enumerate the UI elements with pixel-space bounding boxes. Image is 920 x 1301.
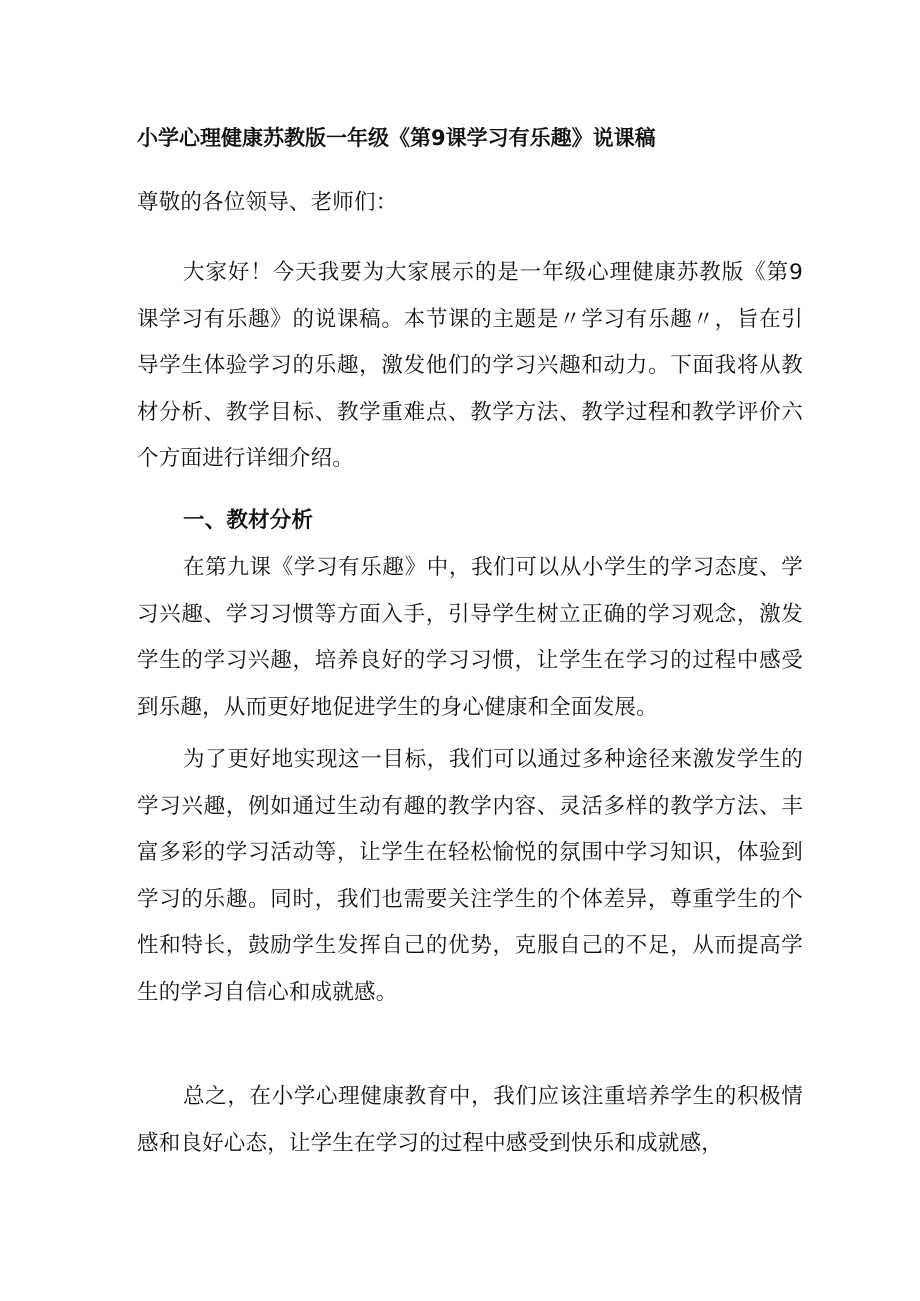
section-heading: 一、教材分析 [183, 508, 314, 533]
analysis-paragraph: 在第九课《学习有乐趣》中，我们可以从小学生的学习态度、学习兴趣、学习习惯等方面入手，引导学生树立正确的学习观念，激发学生的学习兴趣，培养良好的学习习惯，让学生在学习的过程中感受到乐趣，从而更好地促进学生的身心健康和全面发展。 [137, 555, 803, 720]
summary-paragraph: 总之，在小学心理健康教育中，我们应该注重培养学生的积极情感和良好心态，让学生在学习的过程中感受到快乐和成就感， [137, 1084, 803, 1156]
document-title: 小学心理健康苏教版一年级《第9课学习有乐趣》说课稿 [137, 126, 656, 150]
salutation: 尊敬的各位领导、老师们： [137, 190, 398, 215]
intro-paragraph: 大家好！今天我要为大家展示的是一年级心理健康苏教版《第9课学习有乐趣》的说课稿。本节课的主题是〃学习有乐趣〃，旨在引导学生体验学习的乐趣，激发他们的学习兴趣和动力。下面我将从教材分析、教学目标、教学重难点、教学方法、教学过程和教学评价六个方面进行详细介绍。 [137, 260, 803, 471]
methods-paragraph: 为了更好地实现这一目标，我们可以通过多种途径来激发学生的学习兴趣，例如通过生动有趣的教学内容、灵活多样的教学方法、丰富多彩的学习活动等，让学生在轻松愉悦的氛围中学习知识，体验到学习的乐趣。同时，我们也需要关注学生的个体差异，尊重学生的个性和特长，鼓励学生发挥自己的优势，克服自己的不足，从而提高学生的学习自信心和成就感。 [137, 747, 803, 1005]
